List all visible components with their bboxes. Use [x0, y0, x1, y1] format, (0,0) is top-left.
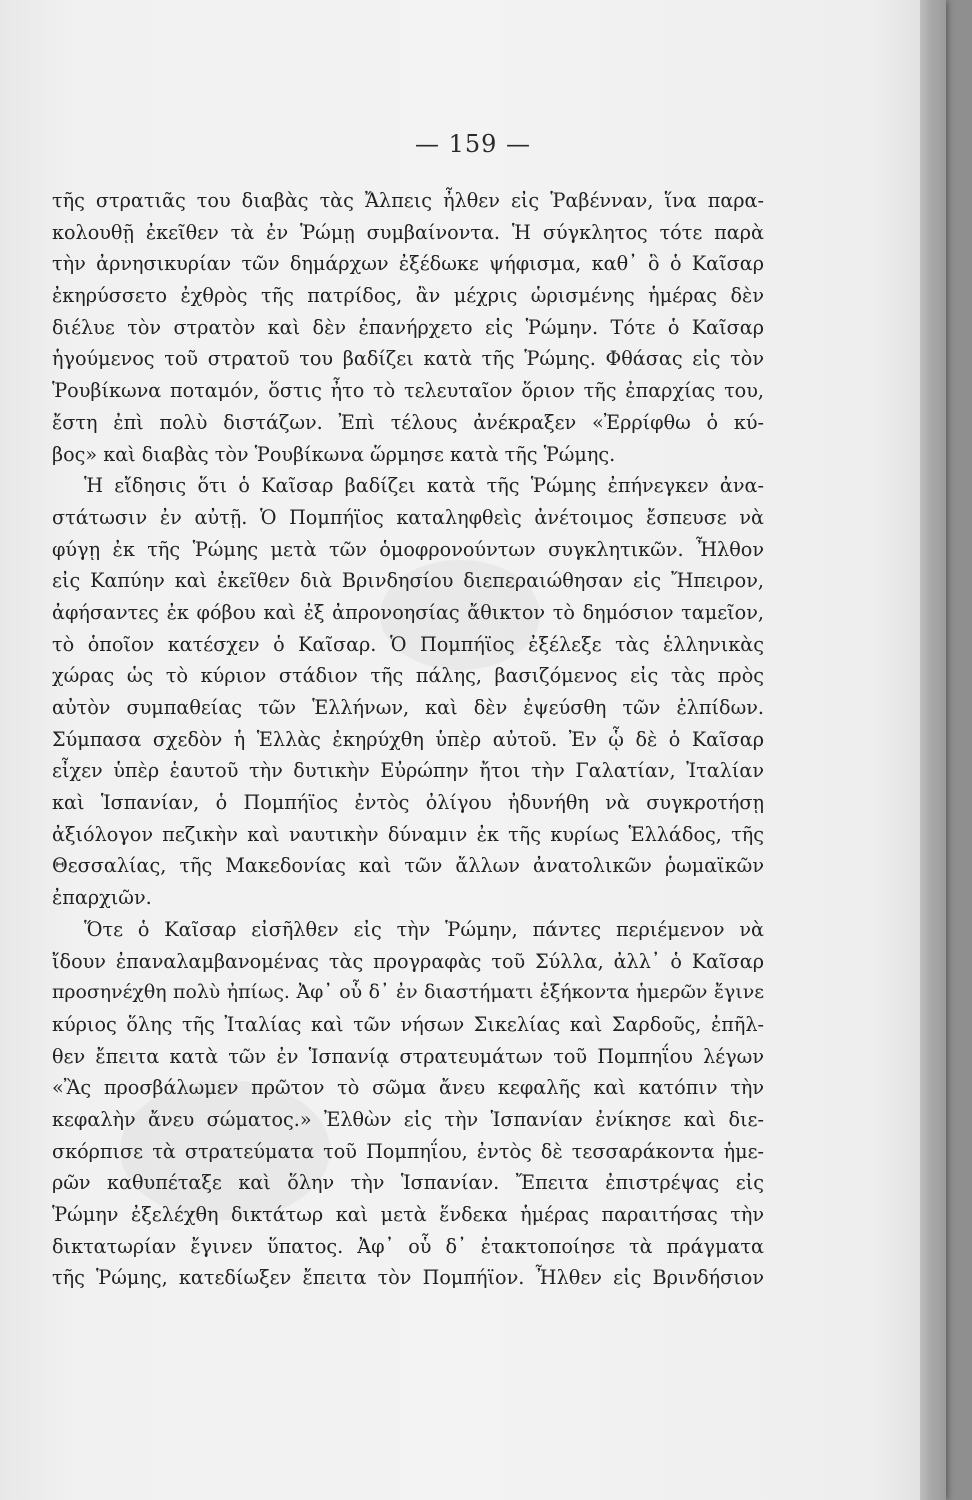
text-line: κολουθῇ ἐκεῖθεν τὰ ἐν Ῥώμῃ συμβαίνοντα. Ἡ σύγκλητος τότε παρὰ: [52, 220, 764, 244]
text-line: Ὅτε ὁ Καῖσαρ εἰσῆλθεν εἰς τὴν Ῥώμην, πάντες περιέμενον νὰ: [84, 917, 764, 941]
text-line: ἐκηρύσσετο ἐχθρὸς τῆς πατρίδος, ἂν μέχρις ὡρισμένης ἡμέρας δὲν: [52, 284, 764, 308]
text-line: Ῥουβίκωνα ποταμόν, ὅστις ἦτο τὸ τελευταῖον ὅριον τῆς ἐπαρχίας του,: [52, 379, 764, 403]
text-line: ἀξιόλογον πεζικὴν καὶ ναυτικὴν δύναμιν ἐκ τῆς κυρίως Ἑλλάδος, τῆς: [52, 822, 764, 846]
text-line: κεφαλὴν ἄνευ σώματος.» Ἐλθὼν εἰς τὴν Ἱσπανίαν ἐνίκησε καὶ διε-: [52, 1107, 764, 1131]
text-line: ἴδουν ἐπαναλαμβανομένας τὰς προγραφὰς τοῦ Σύλλα, ἀλλ᾽ ὁ Καῖσαρ: [52, 949, 764, 973]
text-line: «Ἂς προσβάλωμεν πρῶτον τὸ σῶμα ἄνευ κεφαλῆς καὶ κατόπιν τὴν: [52, 1076, 764, 1100]
text-line: ἡγούμενος τοῦ στρατοῦ του βαδίζει κατὰ τῆς Ῥώμης. Φθάσας εἰς τὸν: [52, 347, 764, 371]
text-line: βος» καὶ διαβὰς τὸν Ῥουβίκωνα ὥρμησε κατὰ τῆς Ῥώμης.: [52, 442, 616, 466]
text-line: θεν ἔπειτα κατὰ τῶν ἐν Ἱσπανίᾳ στρατευμάτων τοῦ Πομπηΐου λέγων: [52, 1044, 764, 1068]
page-edge-shadow: [920, 0, 946, 1500]
text-line: Σύμπασα σχεδὸν ἡ Ἑλλὰς ἐκηρύχθη ὑπὲρ αὐτοῦ. Ἐν ᾧ δὲ ὁ Καῖσαρ: [52, 727, 764, 751]
text-line: καὶ Ἱσπανίαν, ὁ Πομπήϊος ἐντὸς ὀλίγου ἠδυνήθη νὰ συγκροτήσῃ: [52, 791, 764, 815]
body-text: [52, 185, 764, 1294]
text-line: εἶχεν ὑπὲρ ἑαυτοῦ τὴν δυτικὴν Εὐρώπην ἤτοι τὴν Γαλατίαν, Ἰταλίαν: [52, 759, 764, 783]
text-line: διέλυε τὸν στρατὸν καὶ δὲν ἐπανήρχετο εἰς Ῥώμην. Τότε ὁ Καῖσαρ: [52, 315, 764, 339]
text-line: τὸ ὁποῖον κατέσχεν ὁ Καῖσαρ. Ὁ Πομπήϊος ἐξέλεξε τὰς ἑλληνικὰς: [52, 632, 764, 656]
text-line: σκόρπισε τὰ στρατεύματα τοῦ Πομπηΐου, ἐντὸς δὲ τεσσαράκοντα ἡμε-: [52, 1139, 764, 1163]
text-line: στάτωσιν ἐν αὐτῇ. Ὁ Πομπήϊος καταληφθεὶς ἀνέτοιμος ἔσπευσε νὰ: [52, 505, 764, 529]
text-line: τῆς στρατιᾶς του διαβὰς τὰς Ἄλπεις ἦλθεν εἰς Ῥαβένναν, ἵνα παρα-: [52, 189, 764, 212]
page-number: — 159 —: [414, 130, 532, 158]
text-line: Θεσσαλίας, τῆς Μακεδονίας καὶ τῶν ἄλλων ἀνατολικῶν ῥωμαϊκῶν: [52, 854, 764, 878]
text-line: κύριος ὅλης τῆς Ἰταλίας καὶ τῶν νήσων Σικελίας καὶ Σαρδοῦς, ἐπῆλ-: [52, 1012, 764, 1036]
text-line: δικτατωρίαν ἔγινεν ὕπατος. Ἀφ᾽ οὗ δ᾽ ἐτακτοποίησε τὰ πράγματα: [52, 1234, 764, 1258]
text-line: αὐτὸν συμπαθείας τῶν Ἑλλήνων, καὶ δὲν ἐψεύσθη τῶν ἐλπίδων.: [52, 696, 764, 719]
text-line: προσηνέχθη πολὺ ἠπίως. Ἀφ᾽ οὗ δ᾽ ἐν διαστήματι ἑξήκοντα ἡμερῶν ἔγινε: [52, 981, 764, 1004]
text-line: ρῶν καθυπέταξε καὶ ὅλην τὴν Ἱσπανίαν. Ἔπειτα ἐπιστρέψας εἰς: [52, 1171, 764, 1195]
text-line: τὴν ἀρνησικυρίαν τῶν δημάρχων ἐξέδωκε ψήφισμα, καθ᾽ ὃ ὁ Καῖσαρ: [52, 252, 764, 276]
text-line: εἰς Καπύην καὶ ἐκεῖθεν διὰ Βρινδησίου διεπεραιώθησαν εἰς Ἤπειρον,: [52, 569, 764, 593]
text-line: ἔστη ἐπὶ πολὺ διστάζων. Ἐπὶ τέλους ἀνέκραξεν «Ἐρρίφθω ὁ κύ-: [52, 410, 764, 434]
text-line: ἐπαρχιῶν.: [52, 886, 152, 910]
text-line: Ἡ εἴδησις ὅτι ὁ Καῖσαρ βαδίζει κατὰ τῆς Ῥώμης ἐπήνεγκεν ἀνα-: [84, 474, 764, 498]
text-line: φύγῃ ἐκ τῆς Ῥώμης μετὰ τῶν ὁμοφρονούντων συγκλητικῶν. Ἦλθον: [52, 537, 764, 561]
text-line: τῆς Ῥώμης, κατεδίωξεν ἔπειτα τὸν Πομπήϊον. Ἦλθεν εἰς Βρινδήσιον: [52, 1266, 764, 1290]
text-line: χώρας ὡς τὸ κύριον στάδιον τῆς πάλης, βασιζόμενος εἰς τὰς πρὸς: [52, 664, 764, 688]
text-line: Ῥώμην ἐξελέχθη δικτάτωρ καὶ μετὰ ἕνδεκα ἡμέρας παραιτήσας τὴν: [52, 1203, 764, 1226]
text-line: ἀφήσαντες ἐκ φόβου καὶ ἐξ ἀπρονοησίας ἄθικτον τὸ δημόσιον ταμεῖον,: [52, 600, 764, 624]
